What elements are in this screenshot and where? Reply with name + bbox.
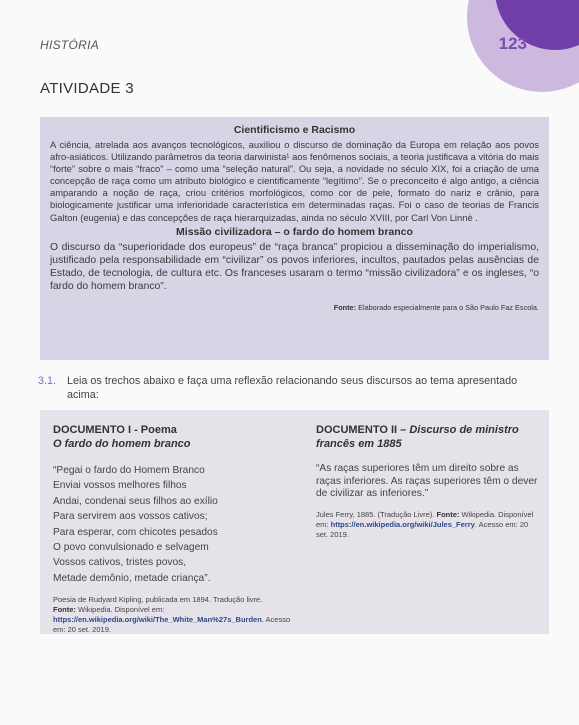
- document-2: [316, 423, 538, 540]
- doc1-credit-access: . Acesso em: 20 set. 2019.: [53, 615, 291, 635]
- box-source-label: Fonte:: [333, 302, 357, 312]
- doc1-credit-label: Fonte:: [53, 605, 76, 615]
- poem-line: O povo convulsionado e selvagem: [53, 542, 209, 554]
- documents-box: [40, 410, 549, 634]
- context-text-box: [40, 117, 549, 360]
- poem-line: Para esperar, com chicotes pesados: [53, 526, 218, 538]
- heading-missao: Missão civilizadora – o fardo do homem branco: [176, 225, 413, 238]
- poem-line: Andai, condenai seus filhos ao exílio: [53, 495, 218, 507]
- doc1-subtitle: O fardo do homem branco: [53, 438, 191, 450]
- question-number: 3.1.: [38, 375, 57, 387]
- poem-line: Vossos cativos, tristes povos,: [53, 557, 187, 569]
- doc2-credit-access: . Acesso em: 20 set. 2019.: [316, 519, 529, 539]
- doc1-credit-line1: Poesia de Rudyard Kipling, publicada em 1894. Tradução livre.: [53, 595, 263, 605]
- doc2-credit-text1: Jules Ferry, 1885. (Tradução Livre).: [316, 509, 435, 519]
- question-text: Leia os trechos abaixo e faça uma reflexão relacionando seus discursos ao tema apresentado acima:: [67, 375, 518, 401]
- doc2-credit-label: Fonte:: [436, 509, 460, 519]
- box-source: [50, 303, 539, 312]
- paragraph-missao: O discurso da “superioridade dos europeus” de “raça branca” propiciou a disseminação do imperialismo, justificado pela responsabilidade em “civilizar” os povos inferiores, incultos, pautados pelas ausências de Estado, de tecnologia, de cultura etc. Os franceses usaram o termo “missão civilizadora” e os ingleses, “o fardo do homem branco”.: [50, 241, 539, 292]
- question-3-1: [38, 374, 543, 402]
- doc2-quote: “As raças superiores têm um direito sobre as raças inferiores. As raças superiores têm o dever de civilizar as inferiores.”: [316, 463, 538, 500]
- box-source-text: Elaborado especialmente para o São Paulo Faz Escola.: [358, 302, 539, 312]
- doc2-credit-link[interactable]: https://en.wikipedia.org/wiki/Jules_Ferry: [330, 519, 475, 529]
- doc1-credit: [53, 595, 303, 635]
- poem-line: Metade demônio, metade criança”.: [53, 572, 211, 584]
- doc1-credit-text: Wikipedia. Disponível em:: [78, 605, 165, 615]
- poem-line: Enviai vossos melhores filhos: [53, 480, 187, 492]
- page-number: 123: [498, 34, 527, 53]
- doc1-title: DOCUMENTO I - Poema: [53, 424, 177, 436]
- document-1: [53, 423, 303, 635]
- doc1-credit-link[interactable]: https://en.wikipedia.org/wiki/The_White_Man%27s_Burden: [53, 615, 262, 625]
- heading-cientificismo: Cientificismo e Racismo: [233, 124, 356, 136]
- doc1-poem: [53, 463, 303, 586]
- subject-header: HISTÓRIA: [40, 38, 100, 52]
- poem-line: “Pegai o fardo do Homem Branco: [53, 465, 205, 476]
- doc2-credit: [316, 510, 538, 540]
- doc2-title: [316, 423, 538, 451]
- doc2-title-number: DOCUMENTO II: [316, 424, 398, 436]
- poem-line: Para servirem aos vossos cativos;: [53, 511, 208, 523]
- activity-title: ATIVIDADE 3: [40, 80, 134, 97]
- paragraph-cientificismo: A ciência, atrelada aos avanços tecnológicos, auxiliou o discurso de dominação da Europa em relação aos povos afro-asiáticos. Utilizando parâmetros da teoria darwinista¹ aos fenômenos sociais, a teoria justificava a vitória do mais “forte” sobre o mais “fraco” – como uma “seleção natural”. Ou seja, a novidade no século XIX, foi a criação de uma concepção de raça como um atributo biológico e cientificamente “legítimo”. Se o preconceito é algo antigo, a ciência amparando a noção de raça, criou critérios morfológicos, como cor de pele, formato do nariz e crânio, para biologicamente justificar uma inferioridade característica em determinadas raças. Foi o caso de teorias de Francis Galton (eugenia) e das concepções de raça hierarquizadas, ainda no século XVIII, por Carl Von Linnè .: [50, 139, 539, 223]
- doc2-title-sub: – Discurso de ministro francês em 1885: [316, 424, 519, 450]
- doc2-credit-text2: Wikipedia. Disponível em:: [316, 509, 534, 529]
